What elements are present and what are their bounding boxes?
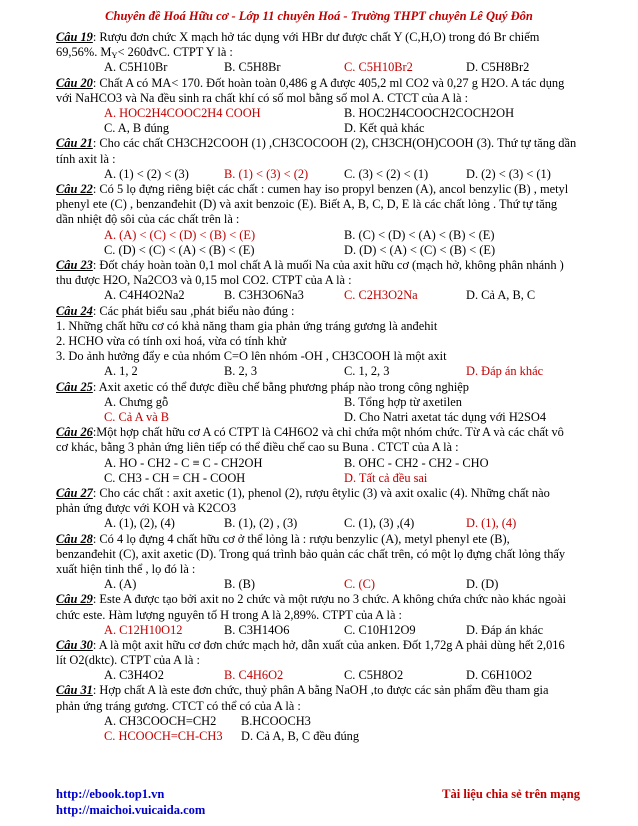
option-a: A. CH3COOCH=CH2 xyxy=(104,713,217,728)
option-b: B. Tổng hợp từ axetilen xyxy=(344,394,463,409)
options-row xyxy=(56,456,590,471)
options-row xyxy=(56,668,590,683)
option-d: D. Tất cả đều sai xyxy=(344,470,428,485)
option-a: A. C4H4O2Na2 xyxy=(104,288,185,303)
question-text: : Có 4 lọ đựng 4 chất hữu cơ ở thể lỏng là : rượu benzylic (A), metyl phenyl ete (B), xyxy=(92,531,510,546)
question-text: lít O2(dktc). CTPT của A là : xyxy=(56,653,200,668)
footer-link-ebook[interactable]: http://ebook.top1.vn xyxy=(56,787,165,801)
question-text: : Cho các chất CH3CH2COOH (1) ,CH3COCOOH (2), CH3CH(OH)COOH (3). Thứ tự tăng dần xyxy=(92,136,577,151)
footer-link-maichoi[interactable]: http://maichoi.vuicaida.com xyxy=(56,803,206,817)
question-text: : Axit axetic có thể được điều chế bằng phương pháp nào trong công nghiệp xyxy=(92,379,469,394)
question-text: chức este. Hàm lượng nguyên tố H trong A là 2,89%. CTPT của A là : xyxy=(56,607,402,622)
option-b: B. C3H3O6Na3 xyxy=(224,288,304,303)
options-row xyxy=(56,228,590,243)
question-number: Câu 26 xyxy=(56,425,93,440)
option-a: A. 1, 2 xyxy=(104,364,138,379)
options-row xyxy=(56,288,590,303)
subscript: Y xyxy=(111,50,118,61)
options-row xyxy=(56,577,590,592)
question-number: Câu 24 xyxy=(56,303,93,318)
options-row xyxy=(56,395,590,410)
question-text: thu được H2O, Na2CO3 và 0,15 mol CO2. CTPT của A là : xyxy=(56,273,352,288)
option-b: B. HOC2H4COOCH2COCH2OH xyxy=(344,106,515,120)
option-b: B.HCOOCH3 xyxy=(241,713,311,728)
option-b: B. (C) < (D) < (A) < (B) < (E) xyxy=(344,227,495,242)
option-b: B. C4H6O2 xyxy=(224,668,284,683)
option-c: C. A, B đúng xyxy=(104,121,170,136)
option-b: B. (B) xyxy=(224,577,255,592)
question-text: : A là một axit hữu cơ đơn chức mạch hở, dẫn xuất của anken. Đốt 1,72g A phải dùng hết 2,016 xyxy=(92,637,565,652)
option-a: A. (1), (2), (4) xyxy=(104,516,175,531)
question-31 xyxy=(56,683,590,698)
question-28 xyxy=(56,532,590,547)
option-c: C. HCOOCH=CH-CH3 xyxy=(104,729,223,744)
question-text: : Có 5 lọ đựng riêng biệt các chất : cumen hay iso propyl benzen (A), ancol benzylic (B) , metyl xyxy=(92,181,569,196)
footer-note: Tài liệu chia sẻ trên mạng xyxy=(442,787,580,801)
options-row xyxy=(56,243,590,258)
question-list xyxy=(56,30,590,744)
statement-item: 1. Những chất hữu cơ có khả năng tham gia phản ứng tráng gương là anđehit xyxy=(56,318,438,333)
question-text: 69,56%. M xyxy=(56,45,112,60)
question-number: Câu 21 xyxy=(56,136,93,151)
question-19 xyxy=(56,30,590,45)
option-c: C. (D) < (C) < (A) < (B) < (E) xyxy=(104,242,255,257)
options-row xyxy=(56,623,590,638)
option-d: D. C6H10O2 xyxy=(466,668,533,683)
question-number: Câu 23 xyxy=(56,257,93,272)
question-text: phản ứng tráng gương. CTCT có thể có của A là : xyxy=(56,698,301,713)
question-25 xyxy=(56,380,590,395)
option-d: D. (1), (4) xyxy=(466,516,517,531)
option-a: A. (1) < (2) < (3) xyxy=(104,166,189,181)
option-b: B. C5H8Br xyxy=(224,60,281,75)
option-d: D. Cho Natri axetat tác dụng với H2SO4 xyxy=(344,409,547,424)
question-26 xyxy=(56,425,590,440)
question-text: : Cho các chất : axit axetic (1), phenol (2), rượu êtylic (3) và axit oxalic (4). Những chất nào xyxy=(92,485,550,500)
question-text: phản ứng được với KOH và K2CO3 xyxy=(56,501,237,516)
question-23 xyxy=(56,258,590,273)
option-d: D. Cả A, B, C đều đúng xyxy=(241,729,360,744)
options-row xyxy=(56,121,590,136)
option-c: C. (3) < (2) < (1) xyxy=(344,166,429,181)
question-number: Câu 29 xyxy=(56,592,93,607)
option-d: D. (D) xyxy=(466,577,499,592)
question-text: cơ khác, bằng 3 phản ứng liên tiếp có thể điều chế cao su Buna . CTCT của A là : xyxy=(56,440,459,455)
question-30 xyxy=(56,638,590,653)
page-footer xyxy=(56,786,590,818)
question-21 xyxy=(56,136,590,151)
question-number: Câu 20 xyxy=(56,75,93,90)
options-row xyxy=(56,729,590,744)
option-c: C. C10H12O9 xyxy=(344,622,416,637)
question-text: tính axit là : xyxy=(56,151,116,166)
option-a: A. Chưng gỗ xyxy=(104,394,169,409)
option-d: D. (2) < (3) < (1) xyxy=(466,166,551,181)
statement-item: 2. HCHO vừa có tính oxi hoá, vừa có tính khử xyxy=(56,333,287,348)
option-c: C. C5H10Br2 xyxy=(344,60,413,75)
question-text: : Este A được tạo bởi axit no 2 chức và một rượu no 3 chức. A không chứa chức nào khác ngoài xyxy=(92,592,567,607)
option-a: A. (A) xyxy=(104,577,137,592)
option-a: A. HO - CH2 - C ≡ C - CH2OH xyxy=(104,455,263,470)
question-20 xyxy=(56,76,590,91)
options-row xyxy=(56,167,590,182)
question-text: xuất hiện tinh thể , lọ đó là : xyxy=(56,561,196,576)
options-row xyxy=(56,714,590,729)
option-b: B. OHC - CH2 - CH2 - CHO xyxy=(344,455,489,470)
option-a: A. C12H10O12 xyxy=(104,622,183,637)
option-c: C. (C) xyxy=(344,577,375,592)
option-d: D. Cả A, B, C xyxy=(466,288,536,303)
question-text: với NaHCO3 và Na đều sinh ra chất khí có số mol bằng số mol A. CTCT của A là : xyxy=(56,90,469,105)
option-c: C. 1, 2, 3 xyxy=(344,364,390,379)
option-a: A. C5H10Br xyxy=(104,60,168,75)
option-d: D. Đáp án khác xyxy=(466,364,544,379)
options-row xyxy=(56,364,590,379)
question-22 xyxy=(56,182,590,197)
option-b: B. C3H14O6 xyxy=(224,622,290,637)
option-c: C. C5H8O2 xyxy=(344,668,404,683)
option-a: A. (A) < (C) < (D) < (B) < (E) xyxy=(104,227,256,242)
question-text: < 260đvC. CTPT Y là : xyxy=(117,45,233,60)
options-row xyxy=(56,471,590,486)
option-d: D. (D) < (A) < (C) < (B) < (E) xyxy=(344,242,496,257)
question-text: : Đốt cháy hoàn toàn 0,1 mol chất A là muối Na của axit hữu cơ (mạch hở, không phân nhánh ) xyxy=(92,257,564,272)
option-c: C. (1), (3) ,(4) xyxy=(344,516,415,531)
question-number: Câu 25 xyxy=(56,379,93,394)
option-c: C. C2H3O2Na xyxy=(344,288,418,303)
option-c: C. CH3 - CH = CH - COOH xyxy=(104,470,246,485)
question-text: benzanđehit (C), axit axetic (D). Trong quá trình bảo quản các chất trên, có một lọ đựng chất lỏng thấy xyxy=(56,546,566,561)
question-number: Câu 19 xyxy=(56,30,93,44)
page-header: Chuyên đề Hoá Hữu cơ - Lớp 11 chuyên Hoá - Trường THPT chuyên Lê Quý Đôn xyxy=(105,9,533,23)
option-b: B. (1) < (3) < (2) xyxy=(224,166,309,181)
option-d: D. Đáp án khác xyxy=(466,622,544,637)
option-b: B. (1), (2) , (3) xyxy=(224,516,298,531)
question-number: Câu 31 xyxy=(56,683,93,698)
question-29 xyxy=(56,592,590,607)
question-number: Câu 27 xyxy=(56,485,93,500)
question-text: dần nhiệt độ sôi của các chất trên là : xyxy=(56,212,240,227)
question-number: Câu 22 xyxy=(56,181,93,196)
question-text: phenyl ete (C) , benzanđehit (D) và axit benzoic (E). Biết A, B, C, D, E là các chất lỏng . Thứ tự tăng xyxy=(56,197,558,212)
question-text: : Rượu đơn chức X mạch hở tác dụng với HBr dư được chất Y (C,H,O) trong đó Br chiếm xyxy=(92,30,540,44)
question-text: : Các phát biểu sau ,phát biểu nào đúng : xyxy=(92,303,295,318)
options-row xyxy=(56,516,590,531)
option-d: D. Kết quả khác xyxy=(344,121,425,136)
option-a: A. HOC2H4COOC2H4 COOH xyxy=(104,106,261,120)
option-c: C. Cả A và B xyxy=(104,409,170,424)
question-number: Câu 30 xyxy=(56,637,93,652)
options-row xyxy=(56,410,590,425)
option-a: A. C3H4O2 xyxy=(104,668,164,683)
question-number: Câu 28 xyxy=(56,531,93,546)
question-text: : Chất A có MA< 170. Đốt hoàn toàn 0,486 g A được 405,2 ml CO2 và 0,27 g H2O. A tác dụng xyxy=(92,75,565,90)
option-b: B. 2, 3 xyxy=(224,364,258,379)
question-27 xyxy=(56,486,590,501)
question-24 xyxy=(56,304,590,319)
options-row xyxy=(56,106,590,121)
option-d: D. C5H8Br2 xyxy=(466,60,530,75)
options-row xyxy=(56,60,590,75)
statement-item: 3. Do ảnh hưởng đẩy e của nhóm C=O lên nhóm -OH , CH3COOH là một axit xyxy=(56,349,447,364)
question-text: :Một hợp chất hữu cơ A có CTPT là C4H6O2 và chỉ chứa một nhóm chức. Từ A và các chất vô xyxy=(92,425,564,440)
question-text: : Hợp chất A là este đơn chức, thuỷ phân A bằng NaOH ,to được các sản phẩm đều tham gia xyxy=(92,683,549,698)
